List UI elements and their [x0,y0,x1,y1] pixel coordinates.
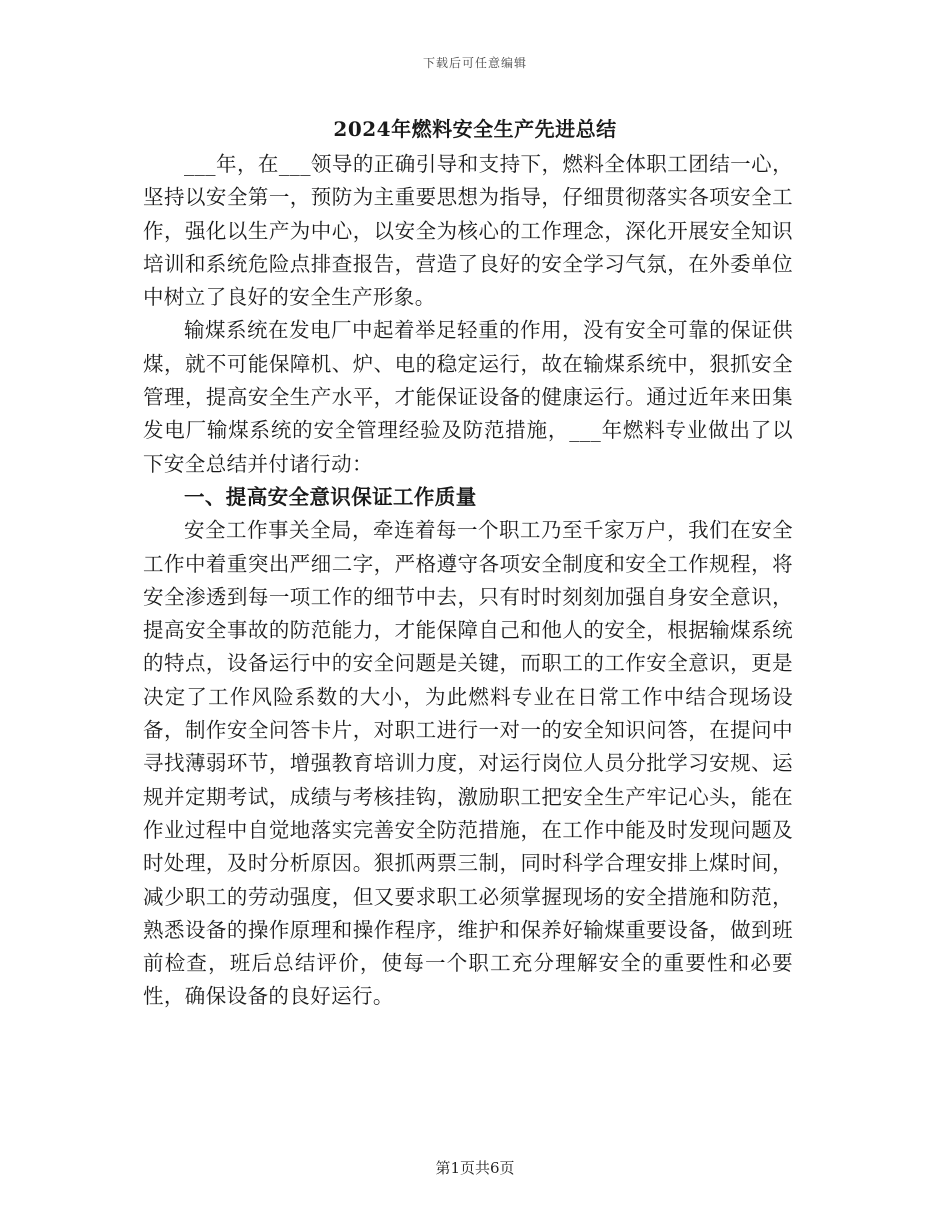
document-title: 2024年燃料安全生产先进总结 [333,117,617,141]
page-indicator: 第1页共6页 [435,1159,515,1177]
paragraph-coal-system: 输煤系统在发电厂中起着举足轻重的作用，没有安全可靠的保证供煤，就不可能保障机、炉、电的稳定运行，故在输煤系统中，狠抓安全管理，提高安全生产水平，才能保证设备的健康运行。通过近年来田集发电厂输煤系统的安全管理经验及防范措施，___年燃料专业做出了以下安全总结并付诸行动： [143,318,793,476]
paragraph-safety-awareness: 安全工作事关全局，牵连着每一个职工乃至千家万户，我们在安全工作中着重突出严细二字，严格遵守各项安全制度和安全工作规程，将安全渗透到每一项工作的细节中去，只有时时刻刻加强自身安全意识，提高安全事故的防范能力，才能保障自己和他人的安全，根据输煤系统的特点，设备运行中的安全问题是关键，而职工的工作安全意识，更是决定了工作风险系数的大小，为此燃料专业在日常工作中结合现场设备，制作安全问答卡片，对职工进行一对一的安全知识问答，在提问中寻找薄弱环节，增强教育培训力度，对运行岗位人员分批学习安规、运规并定期考试，成绩与考核挂钩，激励职工把安全生产牢记心头，能在作业过程中自觉地落实完善安全防范措施，在工作中能及时发现问题及时处理，及时分析原因。狠抓两票三制，同时科学合理安排上煤时间，减少职工的劳动强度，但又要求职工必须掌握现场的安全措施和防范，熟悉设备的操作原理和操作程序，维护和保养好输煤重要设备，做到班前检查，班后总结评价，使每一个职工充分理解安全的重要性和必要性，确保设备的良好运行。 [143,518,793,1009]
paragraph-intro: ___年，在___领导的正确引导和支持下，燃料全体职工团结一心，坚持以安全第一，预防为主重要思想为指导，仔细贯彻落实各项安全工作，强化以生产为中心，以安全为核心的工作理念，深化开展安全知识培训和系统危险点排查报告，营造了良好的安全学习气氛，在外委单位中树立了良好的安全生产形象。 [143,152,793,310]
header-note: 下载后可任意编辑 [422,56,527,70]
document-body [143,148,793,1014]
section-heading: 一、提高安全意识保证工作质量 [184,484,477,509]
